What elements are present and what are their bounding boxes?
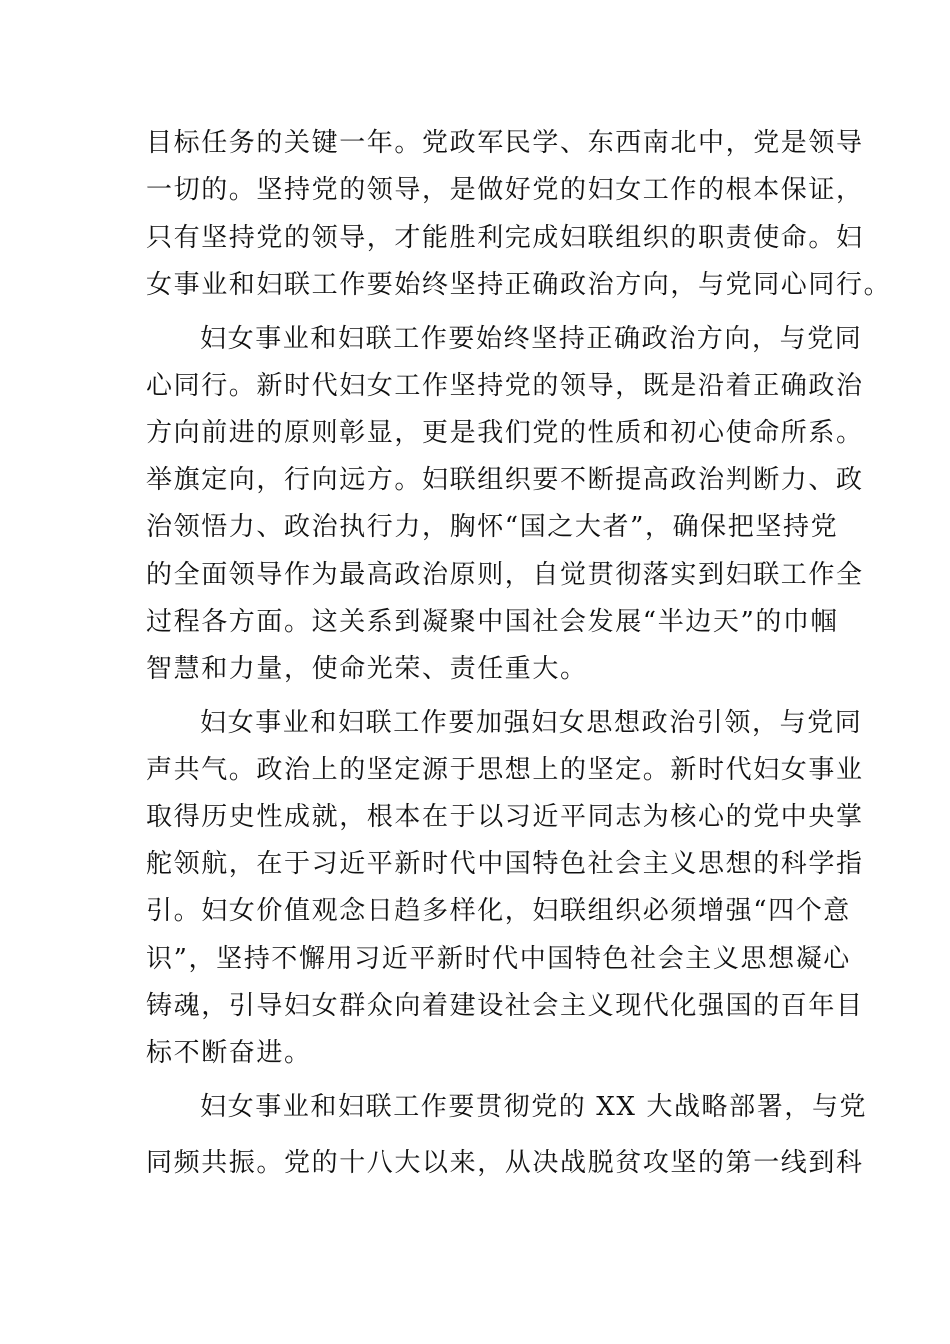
- text-line: 同频共振。党的十八大以来，从决战脱贫攻坚的第一线到科: [146, 1148, 864, 1178]
- text-line: 铸魂，引导妇女群众向着建设社会主义现代化强国的百年目: [146, 991, 864, 1021]
- text-line: 标不断奋进。: [146, 1038, 312, 1068]
- text-line: 目标任务的关键一年。党政军民学、东西南北中，党是领导: [146, 128, 864, 158]
- text-line: 声共气。政治上的坚定源于思想上的坚定。新时代妇女事业: [146, 755, 864, 785]
- paragraph-first-line: 妇女事业和妇联工作要始终坚持正确政治方向，与党同: [200, 324, 863, 354]
- text-line: 过程各方面。这关系到凝聚中国社会发展“半边天”的巾帼: [146, 607, 839, 637]
- text-line: 只有坚持党的领导，才能胜利完成妇联组织的职责使命。妇: [146, 223, 864, 253]
- text-line: 方向前进的原则彰显，更是我们党的性质和初心使命所系。: [146, 418, 864, 448]
- text-line: 引。妇女价值观念日趋多样化，妇联组织必须增强“四个意: [146, 896, 851, 926]
- text-line: 的全面领导作为最高政治原则，自觉贯彻落实到妇联工作全: [146, 560, 864, 590]
- text-line: 治领悟力、政治执行力，胸怀“国之大者”，确保把坚持党: [146, 512, 839, 542]
- text-line: 女事业和妇联工作要始终坚持正确政治方向，与党同心同行。: [146, 270, 892, 300]
- paragraph-first-line: 妇女事业和妇联工作要加强妇女思想政治引领，与党同: [200, 708, 863, 738]
- text-line: 心同行。新时代妇女工作坚持党的领导，既是沿着正确政治: [146, 371, 864, 401]
- text-line: 舵领航，在于习近平新时代中国特色社会主义思想的科学指: [146, 849, 864, 879]
- text-line: 一切的。坚持党的领导，是做好党的妇女工作的根本保证，: [146, 175, 864, 205]
- text-line: 举旗定向，行向远方。妇联组织要不断提高政治判断力、政: [146, 465, 864, 495]
- text-line: 智慧和力量，使命光荣、责任重大。: [146, 654, 588, 684]
- text-line: 识”，坚持不懈用习近平新时代中国特色社会主义思想凝心: [146, 944, 851, 974]
- text-line: 取得历史性成就，根本在于以习近平同志为核心的党中央掌: [146, 802, 864, 832]
- paragraph-first-line: 妇女事业和妇联工作要贯彻党的 XX 大战略部署，与党: [200, 1092, 868, 1122]
